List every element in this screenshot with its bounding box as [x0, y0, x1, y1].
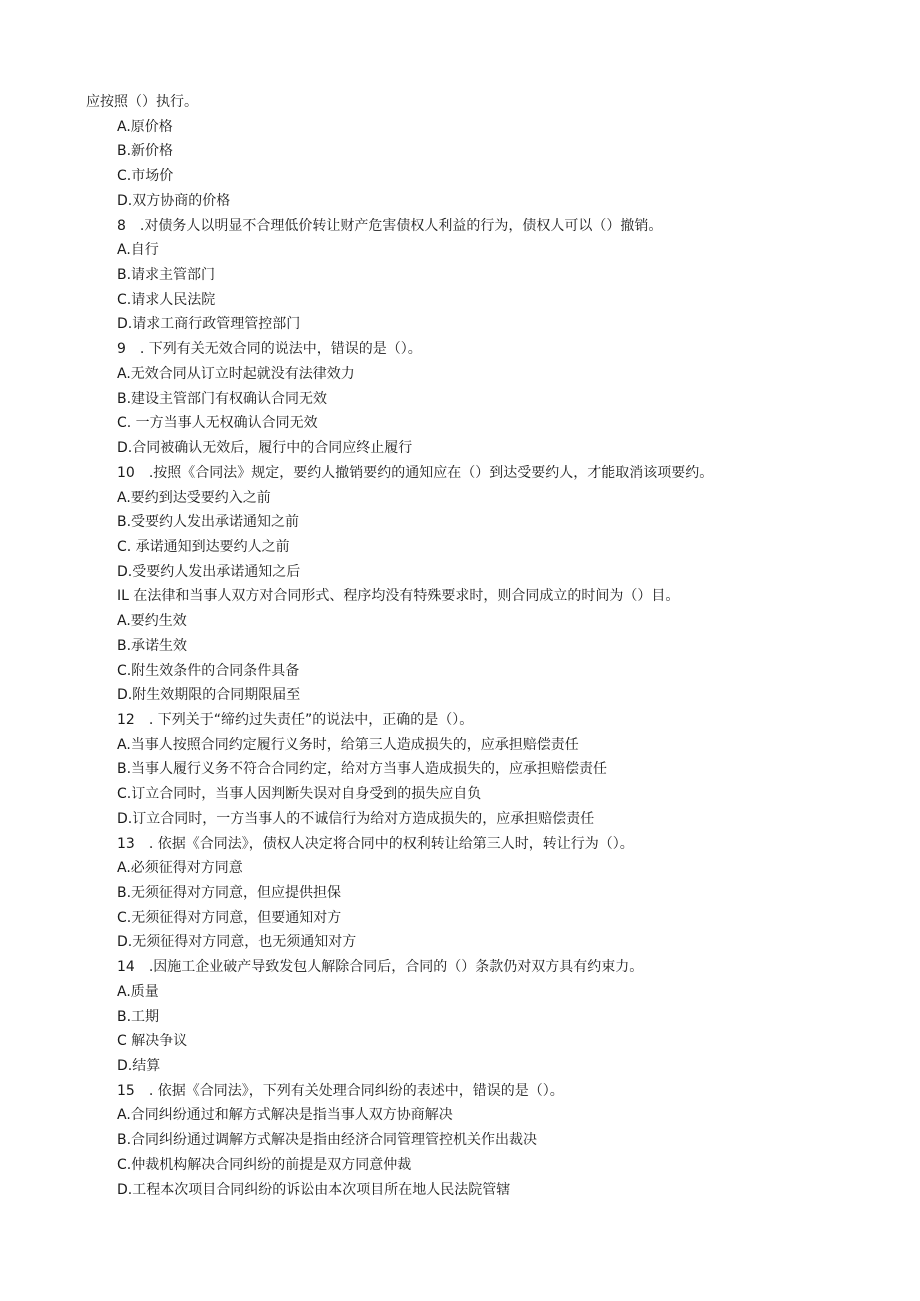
answer-option: D.订立合同时，一方当事人的不诚信行为给对方造成损失的，应承担赔偿责任 [117, 810, 595, 827]
question-text: 8 .对债务人以明显不合理低价转让财产危害债权人利益的行为，债权人可以（）撤销。 [117, 217, 663, 234]
answer-option: D.请求工商行政管理管控部门 [117, 316, 301, 333]
answer-option: A.要约到达受要约入之前 [117, 489, 271, 506]
answer-option: C.请求人民法院 [117, 291, 216, 308]
question-text: 13 . 依据《合同法》，债权人决定将合同中的权利转让给第三人时，转让行为（）。 [117, 835, 634, 852]
question-continuation: 应按照（）执行。 [86, 94, 198, 110]
answer-option: B.建设主管部门有权确认合同无效 [117, 390, 328, 407]
answer-option: B.无须征得对方同意，但应提供担保 [117, 885, 342, 901]
answer-option: D.无须征得对方同意，也无须通知对方 [117, 934, 357, 951]
answer-option: D.工程本次项目合同纠纷的诉讼由本次项目所在地人民法院管辖 [117, 1181, 511, 1198]
answer-option: A.当事人按照合同约定履行义务时，给第三人造成损失的，应承担赔偿责任 [117, 736, 579, 753]
answer-option: B.新价格 [117, 143, 174, 160]
answer-option: C.仲裁机构解决合同纠纷的前提是双方同意仲裁 [117, 1156, 412, 1173]
answer-option: B.承诺生效 [117, 637, 188, 654]
answer-option: C.市场价 [117, 168, 174, 185]
question-text: 15 . 依据《合同法》，下列有关处理合同纠纷的表述中，错误的是（）。 [117, 1082, 564, 1099]
answer-option: B.请求主管部门 [117, 267, 216, 284]
answer-option: C.无须征得对方同意，但要通知对方 [117, 909, 342, 926]
answer-option: D.双方协商的价格 [117, 192, 231, 209]
answer-option: A.自行 [117, 242, 159, 259]
answer-option: A.合同纠纷通过和解方式解决是指当事人双方协商解决 [117, 1107, 453, 1124]
answer-option: B.当事人履行义务不符合合同约定，给对方当事人造成损失的，应承担赔偿责任 [117, 761, 608, 778]
answer-option: D.附生效期限的合同期限届至 [117, 687, 301, 704]
answer-option: C. 承诺通知到达要约人之前 [117, 538, 290, 555]
answer-option: A.质量 [117, 983, 159, 1000]
answer-option: D.合同被确认无效后，履行中的合同应终止履行 [117, 440, 413, 457]
answer-option: B.受要约人发出承诺通知之前 [117, 514, 300, 531]
answer-option: A.必须征得对方同意 [117, 860, 243, 877]
question-text: 14 .因施工企业破产导致发包人解除合同后，合同的（）条款仍对双方具有约束力。 [117, 959, 644, 976]
question-text: 12 . 下列关于“缔约过失责任”的说法中，正确的是（）。 [117, 711, 474, 728]
answer-option: C.订立合同时，当事人因判断失误对自身受到的损失应自负 [117, 786, 482, 803]
question-text: 10 .按照《合同法》规定，要约人撤销要约的通知应在（）到达受要约人，才能取消该项要约。 [117, 464, 714, 481]
answer-option: B.工期 [117, 1008, 160, 1025]
answer-option: A.原价格 [117, 118, 173, 135]
answer-option: A.无效合同从订立时起就没有法律效力 [117, 365, 355, 382]
answer-option: C 解决争议 [117, 1033, 188, 1050]
answer-option: A.要约生效 [117, 613, 187, 630]
question-text: 9 . 下列有关无效合同的说法中，错误的是（）。 [117, 341, 422, 358]
answer-option: C.附生效条件的合同条件具备 [117, 662, 300, 679]
question-text: IL 在法律和当事人双方对合同形式、程序均没有特殊要求时，则合同成立的时间为（）目。 [117, 588, 680, 605]
answer-option: B.合同纠纷通过调解方式解决是指由经济合同管理管控机关作出裁决 [117, 1132, 538, 1149]
question-list [0, 90, 920, 1202]
answer-option: D.受要约人发出承诺通知之后 [117, 563, 301, 580]
answer-option: C. 一方当事人无权确认合同无效 [117, 415, 318, 432]
answer-option: D.结算 [117, 1058, 161, 1075]
